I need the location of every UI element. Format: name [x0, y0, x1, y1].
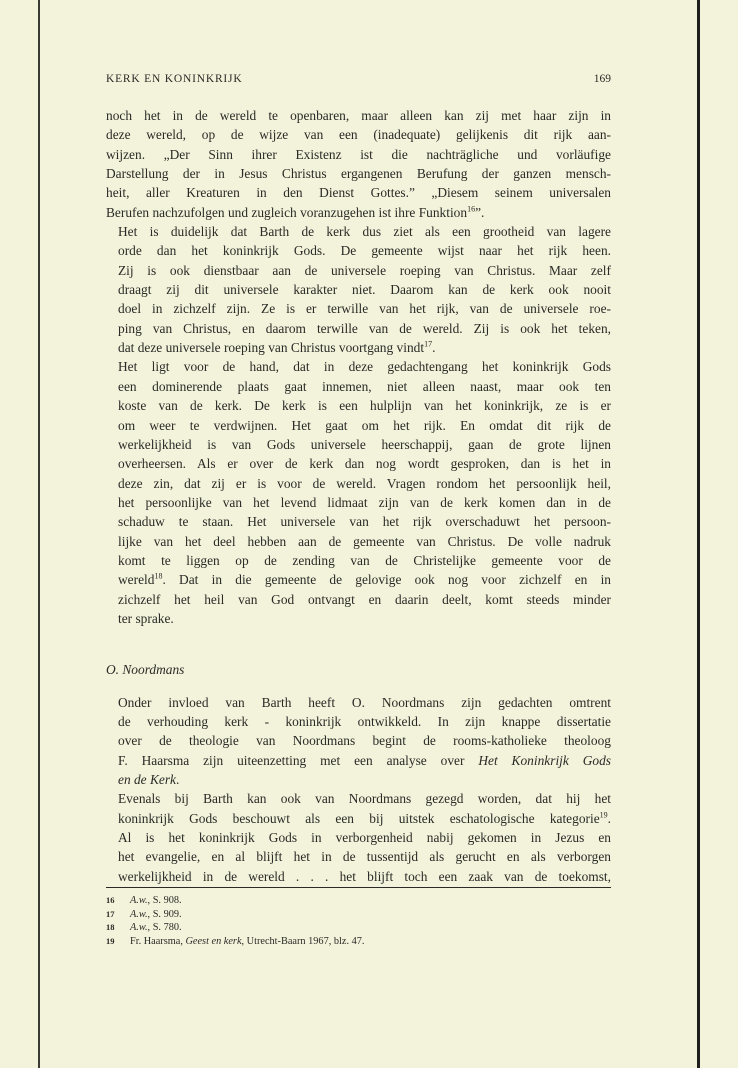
page-number: 169: [593, 73, 611, 85]
line: werkelijkheid is van Gods universele heerschappij, gaan de grote lijnen: [118, 436, 611, 452]
line: [106, 203, 611, 222]
footnote-text: , S. 908.: [147, 895, 182, 906]
line-text: F. Haarsma zijn uiteenzetting met een analyse over: [118, 752, 465, 768]
paragraph-2: [106, 222, 611, 357]
line: zichzelf het heil van God ontvangt en daarin deelt, komt steeds minder: [118, 591, 611, 607]
line: draagt zij dit universele karakter niet. Daarom kan de kerk ook nooit: [118, 282, 611, 298]
line: deze wereld, op de wijze van een (inadequate) gelijkenis dit rijk aan-: [106, 127, 611, 143]
paragraph-5: [106, 789, 611, 886]
line: Darstellung der in Jesus Christus ergangenen Berufung der ganzen mensch-: [106, 166, 611, 182]
line: Het ligt voor de hand, dat in deze gedachtengang het koninkrijk Gods: [118, 359, 611, 375]
line: [106, 809, 611, 828]
line: ter sprake.: [118, 610, 174, 626]
line: doel in zichzelf zijn. Ze is er terwille van het rijk, van de universele roe-: [118, 301, 611, 317]
line-text: ”.: [475, 204, 485, 220]
footnote-ref-19[interactable]: 19: [599, 810, 608, 820]
scan-right-edge: [697, 0, 700, 1068]
running-head-title: KERK EN KONINKRIJK: [106, 73, 243, 85]
line: overheersen. Als er over de kerk dan nog wordt gesproken, dan is het in: [118, 456, 611, 472]
footnote-16: [106, 894, 611, 908]
line-text: Berufen nachzufolgen und zugleich voranzugehen ist ihre Funktion: [106, 204, 468, 220]
section-heading: O. Noordmans: [106, 662, 185, 678]
footnotes: [106, 887, 611, 948]
footnote-ref-18[interactable]: 18: [154, 571, 163, 581]
line: Het is duidelijk dat Barth de kerk dus ziet als een grootheid van lagere: [118, 224, 611, 240]
line: Zij is ook dienstbaar aan de universele roeping van Christus. Maar zelf: [118, 262, 611, 278]
footnote-number: 19: [106, 935, 115, 946]
line: Al is het koninkrijk Gods in verborgenheid nabij gekomen in Jezus en: [118, 830, 611, 846]
line-text: .: [432, 340, 436, 356]
line: Evenals bij Barth kan ook van Noordmans gezegd worden, dat hij het: [118, 791, 611, 807]
footnote-number: 18: [106, 922, 115, 933]
line: ping van Christus, en daarom terwille van de wereld. Zij is ook het teken,: [118, 320, 611, 336]
footnote-text: Fr. Haarsma,: [130, 935, 186, 947]
line: [106, 770, 611, 789]
line-text: .: [607, 810, 611, 826]
line: het evangelie, en al blijft het in de tussentijd als gerucht en als verborgen: [118, 849, 611, 865]
footnote-ref: Geest en kerk: [185, 935, 242, 947]
line: noch het in de wereld te openbaren, maar alleen kan zij met haar zijn in: [106, 108, 611, 123]
line: werkelijkheid in de wereld . . . het blijft toch een zaak van de toekomst,: [118, 868, 611, 884]
footnote-ref-16[interactable]: 16: [467, 204, 476, 214]
footnote-number: 17: [106, 908, 115, 919]
line: [106, 338, 611, 357]
footnote-ref: A.w.: [130, 922, 148, 934]
body-text: [106, 106, 611, 886]
line: wijzen. „Der Sinn ihrer Existenz ist die nachträgliche und vorläufige: [106, 146, 611, 162]
line: om weer te verdwijnen. Het gaat om het rijk. En omdat dit rijk de: [118, 417, 611, 433]
line-text: . Dat in die gemeente de gelovige ook nog voor zichzelf en in: [162, 572, 611, 588]
book-title: Het Koninkrijk Gods: [478, 752, 611, 768]
footnote-text: , Utrecht-Baarn 1967, blz. 47.: [241, 935, 365, 947]
scan-left-edge: [38, 0, 40, 1068]
line: lijke van het deel hebben aan de gemeente van Christus. De volle nadruk: [118, 533, 611, 549]
line: Onder invloed van Barth heeft O. Noordmans zijn gedachten omtrent: [118, 694, 611, 710]
footnote-19: [106, 935, 611, 949]
paragraph-1: [106, 106, 611, 222]
line: schaduw te staan. Het universele van het rijk overschaduwt het persoon-: [118, 514, 611, 530]
footnote-text: , S. 780.: [147, 922, 182, 934]
paragraph-4: [106, 693, 611, 790]
footnote-17: [106, 908, 611, 922]
line: koste van de kerk. De kerk is een hulplijn van het koninkrijk, ze is er: [118, 398, 611, 414]
footnote-number: 16: [106, 895, 115, 905]
line: de verhouding kerk - koninkrijk ontwikkeld. In zijn knappe dissertatie: [118, 713, 611, 729]
footnote-text: , S. 909.: [147, 908, 182, 920]
book-title: en de Kerk: [118, 772, 177, 787]
line: deze zin, dat zij er is voor de wereld. Vragen rondom het persoonlijk heil,: [118, 475, 611, 491]
footnote-ref-17[interactable]: 17: [424, 339, 433, 349]
line: orde dan het koninkrijk Gods. De gemeente wijst naar het rijk heen.: [118, 243, 611, 259]
line-text: dat deze universele roeping van Christus voortgang vindt: [118, 340, 425, 356]
footnote-ref: A.w.: [130, 895, 148, 906]
line: heit, aller Kreaturen in den Dienst Gottes.” „Diesem seinem universalen: [106, 185, 611, 201]
line: komt te liggen op de zending van de Christelijke gemeente voor de: [118, 552, 611, 568]
line: [106, 570, 611, 589]
footnote-ref: A.w.: [130, 908, 148, 920]
line: het persoonlijke van het levend lidmaat zijn van de kerk komen dan in de: [118, 494, 611, 510]
paragraph-3: [106, 357, 611, 628]
footnote-18: [106, 921, 611, 935]
line-text: wereld: [118, 572, 155, 588]
line: [106, 751, 611, 770]
line-text: .: [176, 772, 180, 787]
line: over de theologie van Noordmans begint de rooms-katholieke theoloog: [118, 733, 611, 749]
line-text: koninkrijk Gods beschouwt als een bij uitstek eschatologische kategorie: [118, 810, 600, 826]
line: een dominerende plaats gaat innemen, niet alleen naast, maar ook ten: [118, 378, 611, 394]
